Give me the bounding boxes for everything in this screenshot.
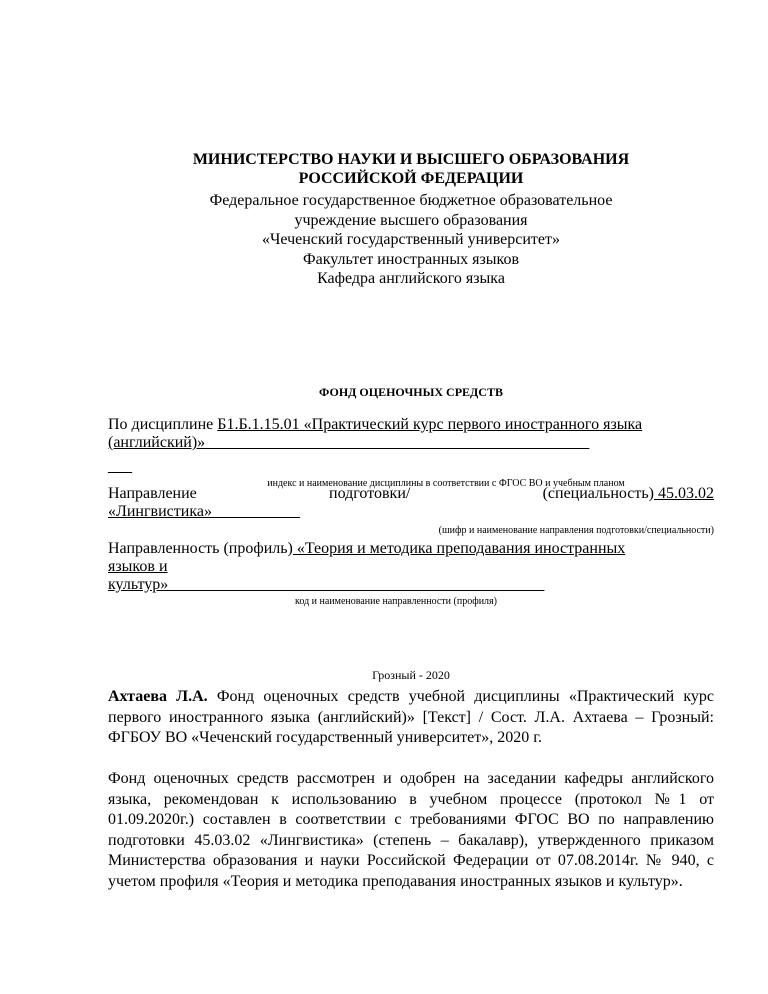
- direction-code: 45.03.02: [654, 485, 714, 502]
- faculty-line: Факультет иностранных языков: [302, 250, 520, 268]
- discipline-line-1: [108, 416, 714, 434]
- citation-author: Ахтаева Л.А.: [108, 688, 208, 705]
- ministry-heading: [108, 150, 714, 188]
- citation-text: Фонд оценочных средств учебной дисциплины «Практический курс первого иностранного языка (английский)» [Текст] / Сост. Л.А. Ахтаева – Грозный: ФГБОУ ВО «Чеченский государственный университет», 2020 г.: [108, 688, 714, 746]
- institution-line-2: учреждение высшего образования: [294, 211, 528, 229]
- discipline-block: [108, 416, 714, 490]
- direction-word-2: подготовки/: [329, 485, 411, 502]
- city-year: Грозный - 2020: [372, 668, 450, 682]
- institution-block: [108, 191, 714, 289]
- profile-caption: код и наименование направленности (профиля): [295, 596, 497, 607]
- approval-paragraph: Фонд оценочных средств рассмотрен и одобрен на заседании кафедры английского языка, рекомендован к использованию в учебном процессе (протокол №1 от 01.09.2020г.) составлен в соответствии с требованиями ФГОС ВО по направлению подготовки 45.03.02 «Лингвистика» (степень – бакалавр), утвержденного приказом Министерства образования и науки Российской Федерации от 07.08.2014г. № 940, с учетом профиля «Теория и методика преподавания иностранных языков и культур».: [108, 770, 714, 890]
- discipline-value-1: Б1.Б.1.15.01 «Практический курс первого иностранного языка: [217, 416, 643, 433]
- institution-line-1: Федеральное государственное бюджетное образовательное: [209, 192, 613, 209]
- ministry-line-2: РОССИЙСКОЙ ФЕДЕРАЦИИ: [298, 170, 524, 187]
- profile-label: Направленность (профиль): [108, 540, 293, 557]
- discipline-value-2: (английский)»________________________________________________: [108, 434, 590, 451]
- direction-caption: (шифр и наименование направления подготовки/специальности): [438, 525, 714, 536]
- direction-line-1: [108, 485, 714, 503]
- direction-value-2: «Лингвистика»___________: [108, 503, 300, 520]
- discipline-value-3: ___: [108, 458, 132, 475]
- citation-paragraph: [108, 687, 714, 749]
- direction-word-3-wrap: [543, 485, 714, 503]
- profile-value-3: культур»_______________________________________________: [108, 576, 545, 593]
- direction-word-1: Направление: [108, 485, 197, 502]
- department-line: Кафедра английского языка: [317, 270, 505, 287]
- direction-block: [108, 485, 714, 537]
- profile-line-1: [108, 540, 714, 558]
- ministry-line-1: МИНИСТЕРСТВО НАУКИ И ВЫСШЕГО ОБРАЗОВАНИЯ: [192, 151, 630, 168]
- profile-block: [108, 540, 714, 608]
- discipline-label: По дисциплине: [108, 416, 218, 433]
- direction-word-3: (специальность): [542, 485, 654, 502]
- discipline-caption: индекс и наименование дисциплины в соответствии с ФГОС ВО и учебным планом: [267, 478, 625, 489]
- profile-value-1: «Теория и методика преподавания иностранных: [292, 540, 626, 557]
- institution-line-3: «Чеченский государственный университет»: [261, 231, 561, 248]
- profile-value-2: языков и: [108, 558, 168, 575]
- document-title: ФОНД ОЦЕНОЧНЫХ СРЕДСТВ: [319, 385, 503, 399]
